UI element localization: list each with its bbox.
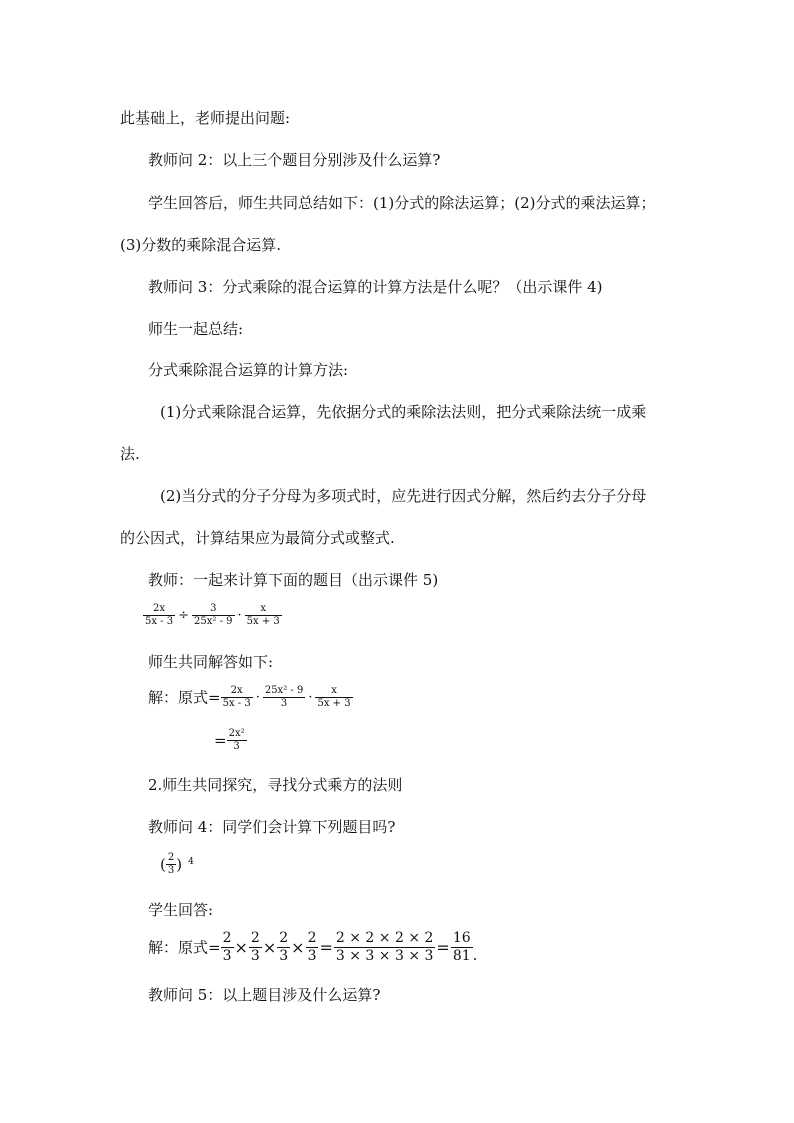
fraction: $\frac{x}{5x + 3}$ <box>317 685 351 709</box>
solution-line-3: 解：原式= $\frac{2}{3}$ × $\frac{2}{3}$ × $\frac{2}{3}$ × $\frac{2}{3}$ = $\frac{2 \times 2 \times 2 \times 2}{3 \times 3 \times 3 \times 3}$ = $\frac{16}{81}$ . <box>148 930 478 964</box>
paragraph: 师生一起总结: <box>148 320 244 338</box>
paragraph: 教师问 3：分式乘除的混合运算的计算方法是什么呢？（出示课件 4) <box>148 278 603 296</box>
fraction: $\frac{2}{3}$ <box>307 930 317 964</box>
fraction: $\frac{\text{2x²}}{3}$ <box>228 728 245 752</box>
formula-power: ( $\frac{2}{3}$ ) $^4$ <box>160 852 194 876</box>
fraction: $\frac{x}{5x + 3}$ <box>246 603 280 627</box>
paragraph: (2)当分式的分子分母为多项式时，应先进行因式分解，然后约去分子分母 <box>160 487 647 505</box>
paragraph: 的公因式，计算结果应为最简分式或整式. <box>120 529 395 547</box>
fraction: $\frac{2}{3}$ <box>222 930 232 964</box>
paragraph: 此基础上，老师提出问题: <box>120 109 291 127</box>
solution-line-1: 解：原式= $\frac{2x}{5x - 3}$ · $\frac{\text{25x² - 9}}{3}$ · $\frac{x}{5x + 3}$ <box>148 685 351 709</box>
fraction: $\frac{2}{3}$ <box>250 930 260 964</box>
paragraph: 学生回答后，师生共同总结如下：(1)分式的除法运算；(2)分式的乘法运算； <box>148 194 656 212</box>
paragraph: 教师问 4：同学们会计算下列题目吗? <box>148 818 396 836</box>
paragraph: (1)分式乘除混合运算，先依据分式的乘除法法则，把分式乘除法统一成乘 <box>160 403 647 421</box>
paragraph: 教师：一起来计算下面的题目（出示课件 5) <box>148 571 439 589</box>
solution-line-2: = $\frac{\text{2x²}}{3}$ <box>214 728 245 752</box>
paragraph: 教师问 5：以上题目涉及什么运算? <box>148 986 381 1004</box>
fraction: $\frac{2x}{5x - 3}$ <box>145 603 174 627</box>
paragraph: 2.师生共同探究，寻找分式乘方的法则 <box>148 776 403 794</box>
fraction: $\frac{2 \times 2 \times 2 \times 2}{3 \times 3 \times 3 \times 3}$ <box>335 930 434 964</box>
paragraph: 分式乘除混合运算的计算方法: <box>148 361 349 379</box>
fraction: $\frac{16}{81}$ <box>452 930 471 964</box>
paragraph: 学生回答: <box>148 901 214 919</box>
fraction: $\frac{2}{3}$ <box>167 852 175 876</box>
fraction: $\frac{3}{\text{25x² - 9}}$ <box>194 603 233 627</box>
paragraph: 法. <box>120 445 140 463</box>
fraction: $\frac{2}{3}$ <box>279 930 289 964</box>
formula-division-product: $\frac{2x}{5x - 3}$ ÷ $\frac{3}{\text{25x² - 9}}$ · $\frac{x}{5x + 3}$ <box>145 603 280 627</box>
fraction: $\frac{2x}{5x - 3}$ <box>222 685 251 709</box>
paragraph: 教师问 2：以上三个题目分别涉及什么运算? <box>148 151 441 169</box>
paragraph: 师生共同解答如下: <box>148 653 274 671</box>
fraction: $\frac{\text{25x² - 9}}{3}$ <box>264 685 304 709</box>
paragraph: (3)分数的乘除混合运算. <box>120 236 282 254</box>
